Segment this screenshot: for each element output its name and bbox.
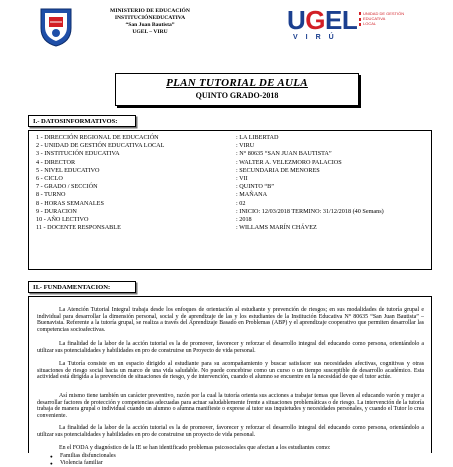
- ugel-logo-word: UGEL: [287, 5, 358, 35]
- paragraph-6: En el FODA y diagnóstico de la IE se han identificado problemas psicosociales que afectan a los estudiantes como:: [59, 445, 331, 451]
- data-row-value: : MAÑANA: [236, 191, 268, 199]
- data-row-value: : VIRU: [236, 142, 255, 150]
- data-row-value: : 2018: [236, 216, 252, 223]
- data-row-value: : LA LIBERTAD: [236, 134, 279, 141]
- data-row-value: : WALTER A. VELEZMORO PALACIOS: [236, 158, 342, 166]
- data-row-value: : QUINTO “B”: [236, 183, 275, 191]
- data-row-label: 11 - DOCENTE RESPONSABLE: [36, 224, 121, 232]
- data-row-value: : VII: [236, 175, 248, 182]
- document-title-box: [115, 73, 359, 106]
- section-heading-datos: I.- DATOSINFORMATIVOS:: [28, 115, 136, 127]
- data-row-value: : N° 80635 “SAN JUAN BAUTISTA”: [236, 150, 332, 158]
- ugel-logo: [287, 7, 405, 47]
- institution-header: [80, 8, 220, 36]
- ugel-logo-tagline: UNIDAD DE GESTIÓN EDUCATIVA LOCAL: [359, 11, 404, 27]
- data-row-value: : SECUNDARIA DE MENORES: [236, 166, 320, 174]
- data-row-label: 7 - GRADO / SECCIÓN: [36, 183, 98, 191]
- data-row-label: 8 - HORAS SEMANALES: [36, 199, 104, 207]
- ugel-logo-place: VIRÚ: [293, 34, 342, 41]
- document-title: PLAN TUTORIAL DE AULA: [166, 77, 308, 89]
- list-item: ● Violencia familiar: [50, 460, 116, 467]
- data-row-label: 8 - TURNO: [36, 191, 66, 199]
- paragraph-2: La finalidad de la labor de la acción tutorial es la de promover, favorecer y reforzar el desarrollo integral del educando como persona, orientándolo a utilizar sus potencialidades y habilidades en pro de construirse un Proyecto de vida personal.: [37, 341, 424, 354]
- data-row-value: : INICIO: 12/03/2018 TERMINO: 31/12/2018 (40 Semans): [236, 207, 384, 215]
- data-row-label: 6 - CICLO: [36, 175, 63, 182]
- school-name: “San Juan Bautista”: [125, 22, 175, 28]
- paragraph-3: La Tutoría consiste en un espacio dirigido al estudiante para su acompañamiento y buscar satisfacer sus necesidades afectivas, cognitivas y otras situaciones de riesgo social hacia un marco de una vida saludable. No puede concebirse como un curso o un tiempo susceptible de desarrollo académico. Esta actividad está dirigida a la prevención de situaciones de riesgo, y de intervención, cuando el alumno se encuentre en la necesidad de que el tutor actúe.: [37, 361, 424, 380]
- data-row-value: : WILLAMS MARÍN CHÁVEZ: [236, 224, 317, 232]
- paragraph-4: Así mismo tiene también un carácter preventivo, razón por la cual la tutoría orienta sus acciones a trabajar temas que lleven al educando varón y mujer a desarrollar factores de protección y competencias adecuadas para actuar saludablemente frente a situaciones problemáticas o de riesgo. La intervención de la tutoría trabaja de manera grupal o individual cuando un alumno o alumna manifieste o exprese al tutor sus inquietudes y necesidades personales, y cuando el Tutor lo crea conveniente.: [37, 393, 424, 419]
- list-item: ● Familias disfuncionales: [50, 453, 116, 460]
- paragraph-5: La finalidad de la labor de la acción tutorial es la de promover, favorecer y reforzar el desarrollo integral del educando como persona, orientándolo a utilizar sus potencialidades y habilidades en pro de construirse un proyecto de vida personal.: [37, 425, 424, 438]
- paragraph-1: La Atención Tutorial Integral trabaja desde los enfoques de orientación al estudiante y prevención de riesgos; en sus modalidades de tutoría grupal e individual para desarrollar la dimensión personal, social y de aprendizaje de las y los estudiantes de la Institución Educativa N° 80635 “San Juan Bautista” – Buenavista. Referente a la tutoría grupal, se realiza a través del Aprendizaje Basado en Problemas (ABP) y el aprendizaje cooperativo que permiten desarrollar las competencias socioafectivas.: [37, 307, 424, 333]
- data-row-label: 1 - DIRECCIÓN REGIONAL DE EDUCACIÓN: [36, 134, 159, 141]
- data-row-label: 4 - DIRECTOR: [36, 158, 76, 166]
- data-row-value: : 02: [236, 199, 246, 207]
- data-row-label: 5 - NIVEL EDUCATIVO: [36, 166, 100, 174]
- data-row-label: 3 - INSTITUCIÓN EDUCATIVA: [36, 150, 120, 158]
- school-crest-logo: [38, 6, 74, 48]
- data-row-label: 9 - DURACION: [36, 207, 77, 215]
- ugel-name: UGEL – VIRU: [132, 29, 168, 35]
- section-heading-fundamentacion: II.- FUNDAMENTACION:: [28, 281, 136, 293]
- data-row-label: 10 - AÑO LECTIVO: [36, 216, 89, 223]
- ministry-name: MINISTERIO DE EDUCACIÓN: [110, 8, 190, 14]
- document-subtitle: QUINTO GRADO-2018: [195, 91, 279, 100]
- data-row-label: 2 - UNIDAD DE GESTIÓN EDUCATIVA LOCAL: [36, 142, 165, 150]
- problems-list: [50, 453, 116, 467]
- institution-label: INSTITUCIÓNEDUCATIVA: [114, 15, 186, 21]
